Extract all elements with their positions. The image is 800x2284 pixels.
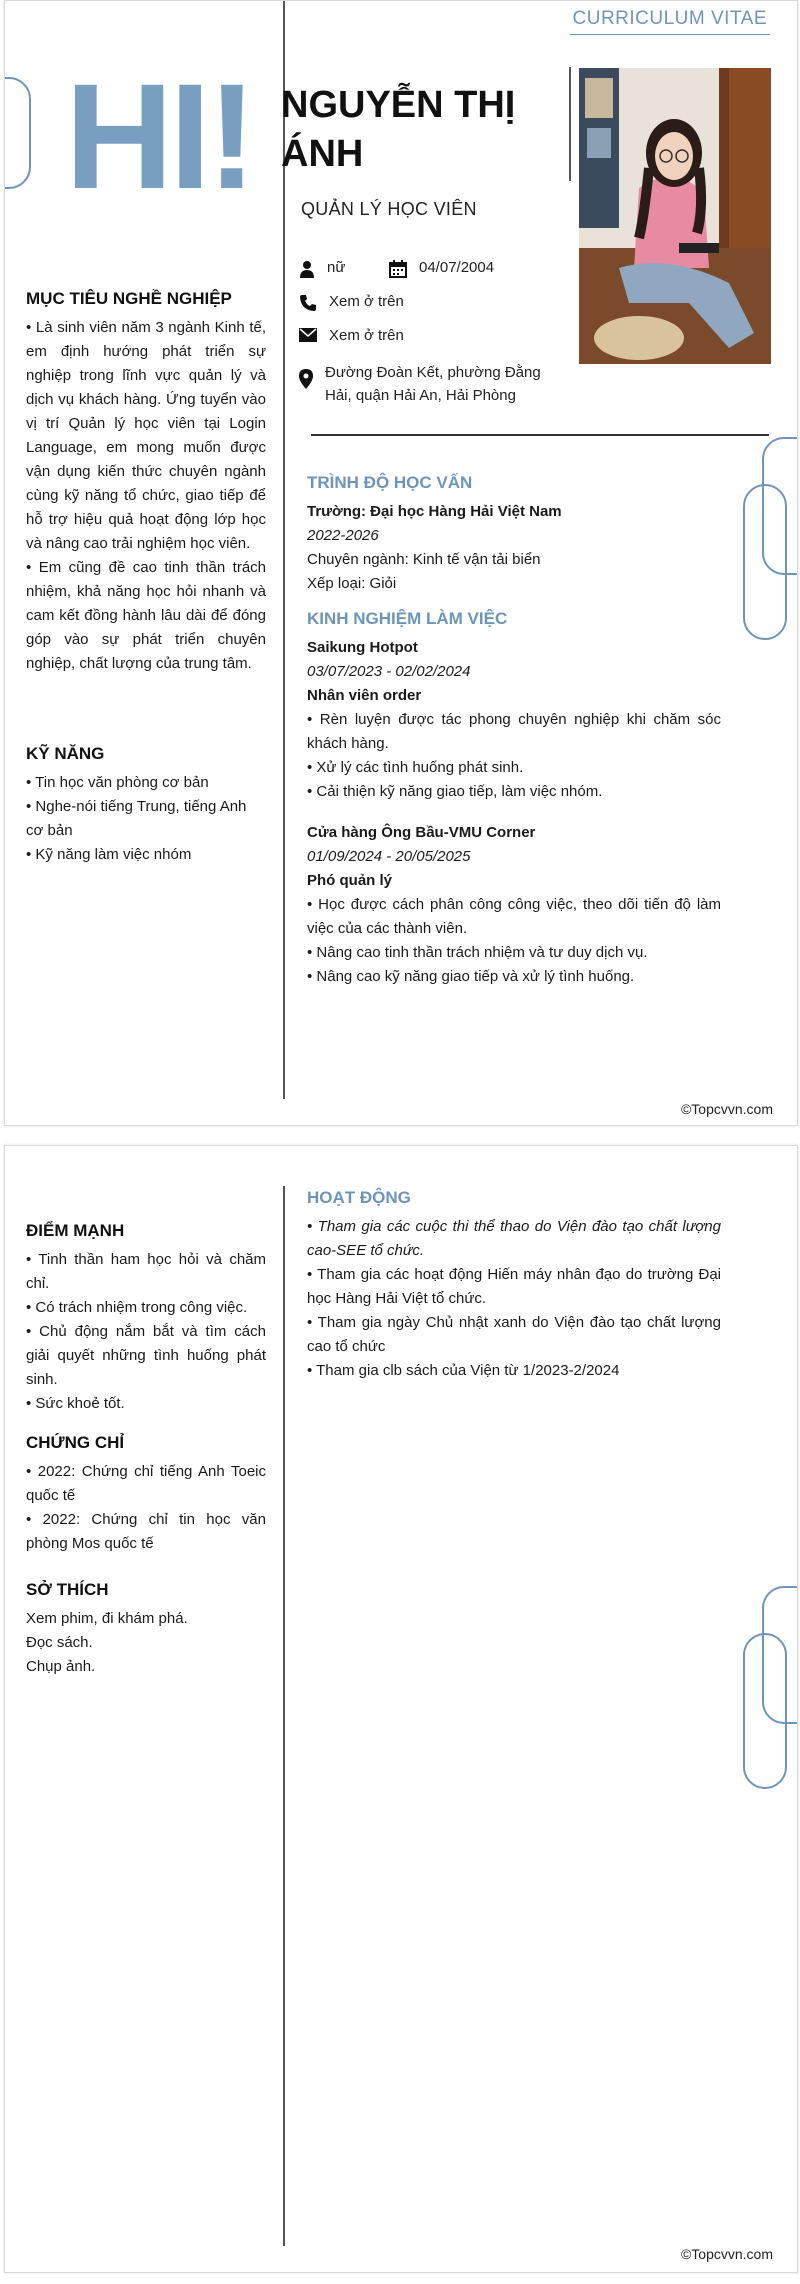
footer-credit: ©Topcvvn.com: [680, 1101, 773, 1117]
skills-list: [26, 771, 266, 867]
experience-title: KINH NGHIỆM LÀM VIỆC: [307, 609, 508, 628]
calendar-icon: [389, 260, 407, 278]
skills-title: KỸ NĂNG: [26, 744, 105, 763]
job-period: 01/09/2024 - 20/05/2025: [307, 848, 471, 865]
list-item: Chụp ảnh.: [26, 1658, 96, 1675]
phone-icon: [299, 294, 317, 312]
hobbies-list: [26, 1607, 266, 1679]
list-item: • Cải thiện kỹ năng giao tiếp, làm việc nhóm.: [307, 783, 603, 800]
list-item: Đọc sách.: [26, 1634, 93, 1651]
header-divider: [311, 434, 769, 436]
email-value: Xem ở trên: [329, 327, 404, 344]
location-pin-icon: [299, 369, 313, 389]
list-item: • Tham gia clb sách của Viện từ 1/2023-2/2024: [307, 1362, 620, 1379]
greeting-text: HI!: [65, 52, 253, 220]
strengths-title: ĐIỂM MẠNH: [26, 1221, 125, 1240]
list-item: • Rèn luyện được tác phong chuyên nghiệp khi chăm sóc khách hàng.: [307, 711, 721, 752]
activities-list: [307, 1215, 721, 1383]
education-period: 2022-2026: [307, 527, 379, 544]
paperclip-decoration-left: [4, 77, 31, 189]
list-item: • Tham gia ngày Chủ nhật xanh do Viện đào tạo chất lượng cao tổ chức: [307, 1314, 721, 1355]
cv-title-underline: [570, 34, 770, 35]
list-item: • Nâng cao tinh thần trách nhiệm và tư duy dịch vụ.: [307, 944, 648, 961]
cv-title: CURRICULUM VITAE: [572, 8, 767, 29]
cv-page-2: [4, 1145, 798, 2273]
job-company: Cửa hàng Ông Bầu-VMU Corner: [307, 824, 536, 841]
paperclip-decoration-right-2: [743, 1633, 787, 1789]
list-item: Xem phim, đi khám phá.: [26, 1610, 188, 1627]
address-value: Đường Đoàn Kết, phường Đằng Hải, quận Hải An, Hải Phòng: [325, 364, 541, 404]
list-item: • Sức khoẻ tốt.: [26, 1395, 125, 1412]
education-school: Trường: Đại học Hàng Hải Việt Nam: [307, 503, 562, 520]
candidate-role: QUẢN LÝ HỌC VIÊN: [301, 199, 477, 219]
cv-page-1: [4, 0, 798, 1126]
objective-paragraph: • Là sinh viên năm 3 ngành Kinh tế, em định hướng phát triển sự nghiệp trong lĩnh vực quản lý và dịch vụ khách hàng. Ứng tuyển vào vị trí Quản lý học viên tại Login Language, em mong muốn được vận dụng kiến thức chuyên ngành cùng kỹ năng tổ chức, giao tiếp để hỗ trợ hiệu quả hoạt động lớp học và nâng cao trải nghiệm học viên.: [26, 319, 266, 552]
objective-text: [26, 316, 266, 676]
job-position: Nhân viên order: [307, 687, 422, 704]
gender-value: nữ: [327, 259, 346, 276]
list-item: • Chủ động nắm bắt và tìm cách giải quyết những tình huống phát sinh.: [26, 1323, 266, 1388]
column-divider: [283, 1186, 285, 2246]
paperclip-decoration-right-2: [743, 484, 787, 640]
certificates-title: CHỨNG CHỈ: [26, 1433, 125, 1452]
job-company: Saikung Hotpot: [307, 639, 418, 656]
education-title: TRÌNH ĐỘ HỌC VẤN: [307, 473, 473, 492]
list-item: • Có trách nhiệm trong công việc.: [26, 1299, 248, 1316]
address-row: [299, 361, 554, 407]
birthday-row: [389, 259, 494, 278]
profile-photo: [579, 68, 771, 364]
list-item: • Tinh thần ham học hỏi và chăm chỉ.: [26, 1251, 266, 1292]
strengths-list: [26, 1248, 266, 1416]
education-block: [307, 500, 721, 596]
phone-value: Xem ở trên: [329, 293, 404, 310]
list-item: • Tham gia các hoạt động Hiến máy nhân đạo do trường Đại học Hàng Hải Việt tổ chức.: [307, 1266, 721, 1307]
envelope-icon: [299, 328, 317, 342]
email-row: [299, 327, 404, 344]
list-item: • 2022: Chứng chỉ tin học văn phòng Mos quốc tế: [26, 1511, 266, 1552]
list-item: • Nghe-nói tiếng Trung, tiếng Anh cơ bản: [26, 798, 247, 839]
list-item: • Xử lý các tình huống phát sinh.: [307, 759, 524, 776]
list-item: • Học được cách phân công công việc, theo dõi tiến độ làm việc của các thành viên.: [307, 896, 721, 937]
candidate-name: NGUYỄN THỊ ÁNH: [281, 84, 516, 176]
hobbies-title: SỞ THÍCH: [26, 1580, 109, 1599]
objective-paragraph: • Em cũng đề cao tinh thần trách nhiệm, khả năng học hỏi nhanh và cam kết đồng hành lâu dài để đóng góp vào sự phát triển chuyên nghiệp, chất lượng của trung tâm.: [26, 559, 266, 672]
list-item: • Nâng cao kỹ năng giao tiếp và xử lý tình huống.: [307, 968, 635, 985]
education-major: Chuyên ngành: Kinh tế vận tải biển: [307, 551, 541, 568]
birthday-value: 04/07/2004: [419, 259, 495, 276]
gender-row: [299, 259, 345, 278]
footer-credit: ©Topcvvn.com: [680, 2246, 773, 2262]
certificates-list: [26, 1460, 266, 1556]
list-item: • 2022: Chứng chỉ tiếng Anh Toeic quốc tế: [26, 1463, 266, 1504]
person-icon: [299, 260, 315, 278]
objective-title: MỤC TIÊU NGHỀ NGHIỆP: [26, 289, 232, 308]
list-item: • Kỹ năng làm việc nhóm: [26, 846, 192, 863]
phone-row: [299, 293, 404, 312]
list-item: • Tin học văn phòng cơ bản: [26, 774, 209, 791]
experience-job-1: [307, 636, 721, 804]
experience-job-2: [307, 821, 721, 989]
job-period: 03/07/2023 - 02/02/2024: [307, 663, 471, 680]
name-divider: [569, 67, 571, 181]
job-position: Phó quản lý: [307, 872, 393, 889]
education-grade: Xếp loại: Giỏi: [307, 575, 397, 592]
activities-title: HOẠT ĐỘNG: [307, 1188, 411, 1207]
list-item: • Tham gia các cuộc thi thể thao do Viện đào tạo chất lượng cao-SEE tổ chức.: [307, 1218, 721, 1259]
